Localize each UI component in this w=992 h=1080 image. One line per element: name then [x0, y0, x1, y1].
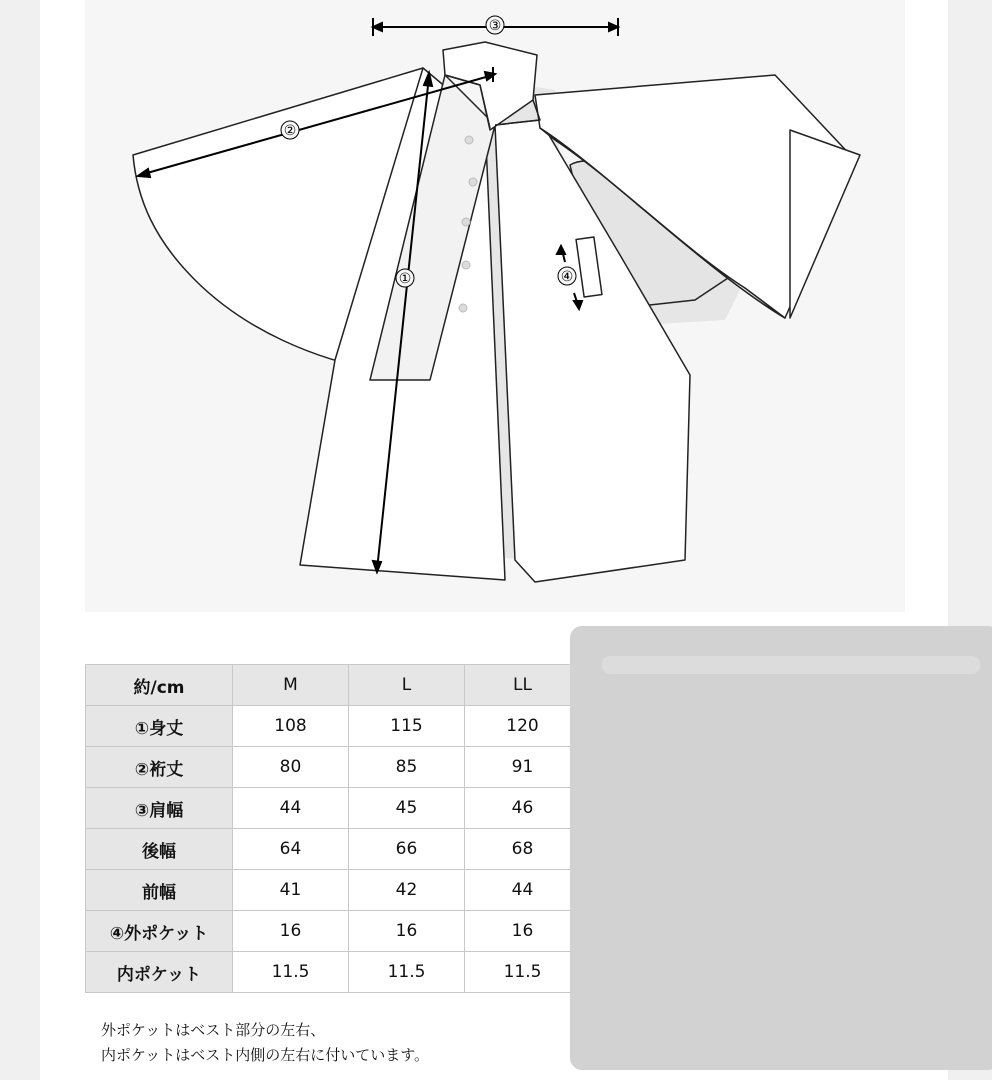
- table-row: [86, 952, 581, 993]
- table-cell: 120: [465, 706, 581, 747]
- table-row: [86, 870, 581, 911]
- size-table: [85, 664, 581, 993]
- table-cell: 11.5: [465, 952, 581, 993]
- table-cell: 85: [349, 747, 465, 788]
- table-row: [86, 829, 581, 870]
- table-row: [86, 706, 581, 747]
- table-cell: 64: [233, 829, 349, 870]
- table-cell: 108: [233, 706, 349, 747]
- table-cell: 115: [349, 706, 465, 747]
- garment-diagram: [85, 0, 905, 612]
- size-header-ll: LL: [465, 665, 581, 706]
- marker-1: ①: [398, 271, 412, 287]
- unit-header: 約/cm: [86, 665, 233, 706]
- size-header-l: L: [349, 665, 465, 706]
- marker-2: ②: [283, 123, 297, 139]
- row-label: ②裄丈: [86, 747, 233, 788]
- table-row: [86, 788, 581, 829]
- row-label: 内ポケット: [86, 952, 233, 993]
- row-label: ④外ポケット: [86, 911, 233, 952]
- table-cell: 80: [233, 747, 349, 788]
- table-cell: 42: [349, 870, 465, 911]
- table-cell: 68: [465, 829, 581, 870]
- note-line-2: 内ポケットはベスト内側の左右に付いています。: [101, 1046, 430, 1064]
- row-label: ①身丈: [86, 706, 233, 747]
- pocket-note: [101, 1018, 429, 1068]
- table-cell: 41: [233, 870, 349, 911]
- table-header-row: [86, 665, 581, 706]
- table-cell: 16: [233, 911, 349, 952]
- row-label: 前幅: [86, 870, 233, 911]
- table-cell: 16: [349, 911, 465, 952]
- gray-overlay-panel: [570, 626, 992, 1070]
- overlay-bar: [602, 656, 980, 674]
- size-header-m: M: [233, 665, 349, 706]
- table-cell: 11.5: [233, 952, 349, 993]
- table-cell: 44: [233, 788, 349, 829]
- marker-4: ④: [560, 269, 574, 285]
- table-cell: 66: [349, 829, 465, 870]
- table-cell: 46: [465, 788, 581, 829]
- table-cell: 45: [349, 788, 465, 829]
- table-cell: 91: [465, 747, 581, 788]
- row-label: 後幅: [86, 829, 233, 870]
- marker-3: ③: [488, 18, 502, 34]
- table-row: [86, 911, 581, 952]
- table-cell: 16: [465, 911, 581, 952]
- table-cell: 11.5: [349, 952, 465, 993]
- row-label: ③肩幅: [86, 788, 233, 829]
- table-cell: 44: [465, 870, 581, 911]
- table-row: [86, 747, 581, 788]
- note-line-1: 外ポケットはベスト部分の左右、: [101, 1021, 326, 1039]
